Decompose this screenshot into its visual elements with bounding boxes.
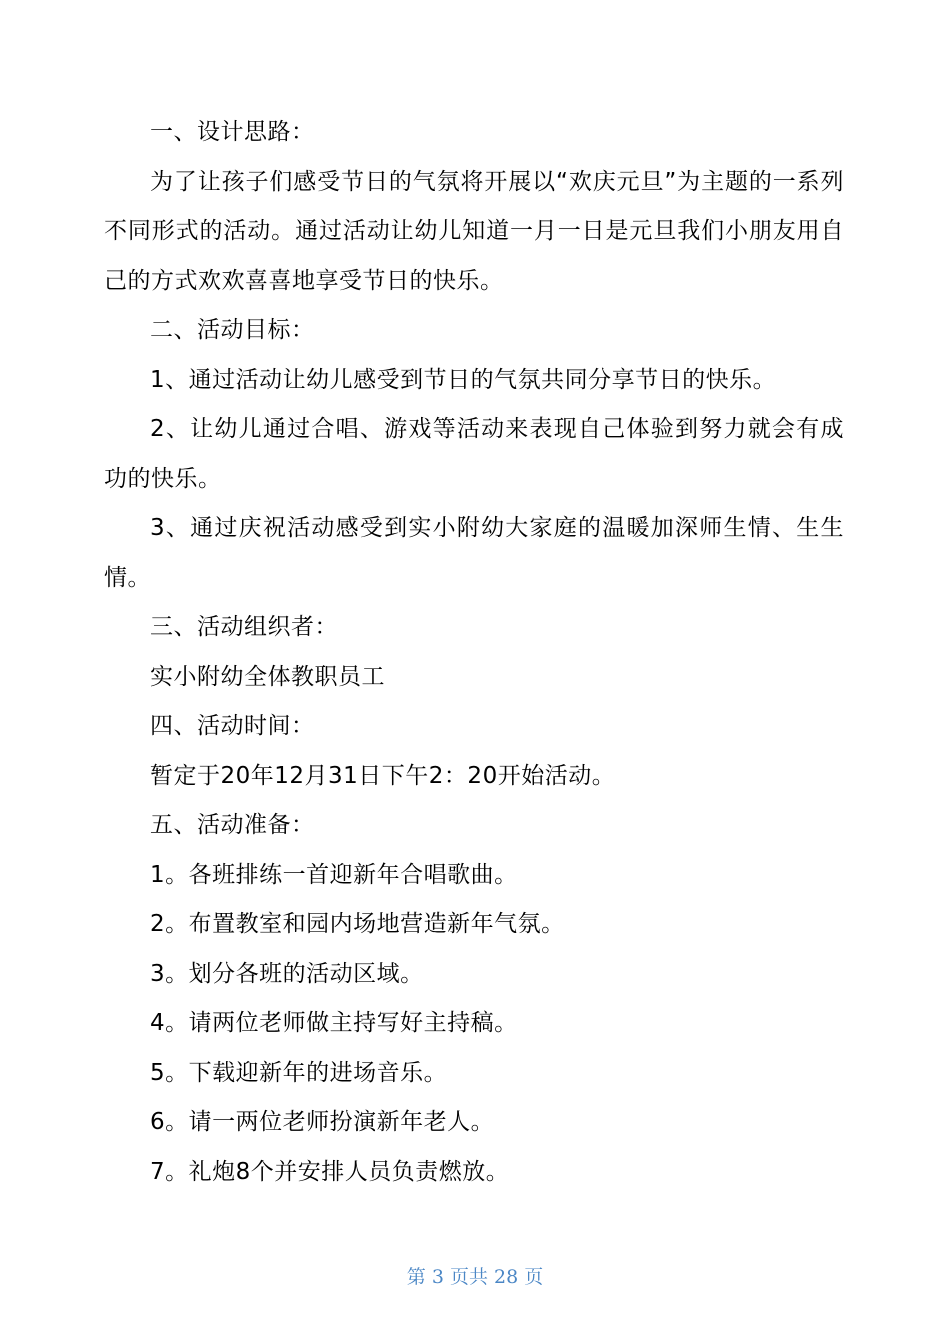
organizer-text: 实小附幼全体教职员工 <box>150 663 385 690</box>
page-number-footer: 第 3 页共 28 页 <box>406 1266 544 1288</box>
document-body <box>104 108 844 1197</box>
section-heading-design: 一、设计思路： <box>150 119 315 145</box>
paragraph-design-idea: 为了让孩子们感受节日的气氛将开展以“欢庆元旦”为主题的一系列不同形式的活动。通过活动让幼儿知道一月一日是元旦我们小朋友用自己的方式欢欢喜喜地享受节日的快乐。 <box>104 168 844 294</box>
prep-item-3: 3。划分各班的活动区域。 <box>150 960 424 987</box>
section-heading-goals: 二、活动目标： <box>150 317 315 343</box>
prep-item-7: 7。礼炮8个并安排人员负责燃放。 <box>150 1158 510 1185</box>
goal-item-1: 1、通过活动让幼儿感受到节日的气氛共同分享节日的快乐。 <box>150 366 777 393</box>
section-heading-organizer: 三、活动组织者： <box>150 614 338 640</box>
time-text: 暂定于20年12月31日下午2：20开始活动。 <box>150 762 616 789</box>
prep-item-6: 6。请一两位老师扮演新年老人。 <box>150 1109 495 1135</box>
goal-item-3: 3、通过庆祝活动感受到实小附幼大家庭的温暖加深师生情、生生情。 <box>104 515 844 591</box>
prep-item-1: 1。各班排练一首迎新年合唱歌曲。 <box>150 861 518 888</box>
prep-item-2: 2。布置教室和园内场地营造新年气氛。 <box>150 911 565 937</box>
prep-item-4: 4。请两位老师做主持写好主持稿。 <box>150 1010 518 1036</box>
section-heading-preparation: 五、活动准备： <box>150 812 315 838</box>
section-heading-time: 四、活动时间： <box>150 713 315 739</box>
prep-item-5: 5。下载迎新年的进场音乐。 <box>150 1059 448 1086</box>
goal-item-2: 2、让幼儿通过合唱、游戏等活动来表现自己体验到努力就会有成功的快乐。 <box>104 416 844 492</box>
